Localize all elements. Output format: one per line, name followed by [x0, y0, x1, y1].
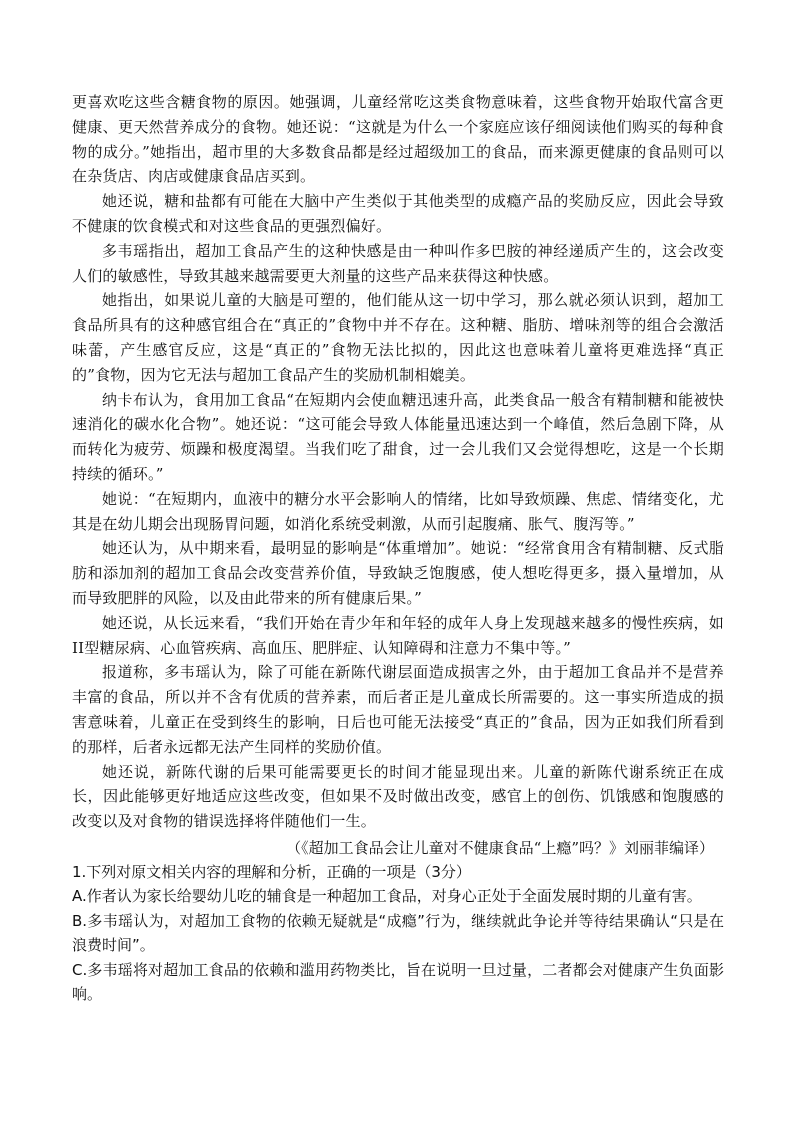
question-option-a[interactable]: A.作者认为家长给婴幼儿吃的辅食是一种超加工食品，对身心正处于全面发展时期的儿童有害。 — [72, 887, 702, 906]
article-paragraph: 更喜欢吃这些含糖食物的原因。她强调，儿童经常吃这类食物意味着，这些食物开始取代富含更健康、更天然营养成分的食物。她还说：“这就是为什么一个家庭应该仔细阅读他们购买的每种食物的成分。”她指出，超市里的大多数食品都是经过超级加工的食品，而来源更健康的食品则可以在杂货店、肉店或健康食品店买到。 — [72, 93, 724, 186]
article-source: （《超加工食品会让儿童对不健康食品“上瘾”吗？》刘丽菲编译） — [286, 838, 714, 857]
article-paragraph: 她还认为，从中期来看，最明显的影响是“体重增加”。她说：“经常食用含有精制糖、反式脂肪和添加剂的超加工食品会改变营养价值，导致缺乏饱腹感，使人想吃得更多，摄入量增加，从而导致肥胖的风险，以及由此带来的所有健康后果。” — [72, 539, 724, 607]
document-page — [72, 90, 724, 1007]
question-stem: 1.下列对原文相关内容的理解和分析，正确的一项是（3分） — [72, 862, 471, 881]
article-paragraph: 纳卡布认为，食用加工食品“在短期内会使血糖迅速升高，此类食品一般含有精制糖和能被快速消化的碳水化合物”。她还说：“这可能会导致人体能量迅速达到一个峰值，然后急剧下降，从而转化为疲劳、烦躁和极度渴望。当我们吃了甜食，过一会儿我们又会觉得想吃，这是一个长期持续的循环。” — [72, 390, 724, 483]
question-option-b[interactable]: B.多韦瑶认为，对超加工食物的依赖无疑就是“成瘾”行为，继续就此争论并等待结果确认“只是在浪费时间”。 — [72, 911, 724, 955]
article-paragraph: 多韦瑶指出，超加工食品产生的这种快感是由一种叫作多巴胺的神经递质产生的，这会改变人们的敏感性，导致其越来越需要更大剂量的这些产品来获得这种快感。 — [72, 241, 724, 285]
article-paragraph: 她说：“在短期内，血液中的糖分水平会影响人的情绪，比如导致烦躁、焦虑、情绪变化，尤其是在幼儿期会出现肠胃问题，如消化系统受刺激，从而引起腹痛、胀气、腹泻等。” — [72, 489, 724, 533]
article-paragraph: 报道称，多韦瑶认为，除了可能在新陈代谢层面造成损害之外，由于超加工食品并不是营养丰富的食品，所以并不含有优质的营养素，而后者正是儿童成长所需要的。这一事实所造成的损害意味着，儿童正在受到终生的影响，日后也可能无法接受“真正的”食品，因为正如我们所看到的那样，后者永远都无法产生同样的奖励价值。 — [72, 663, 724, 756]
article-paragraph: 她指出，如果说儿童的大脑是可塑的，他们能从这一切中学习，那么就必须认识到，超加工食品所具有的这种感官组合在“真正的”食物中并不存在。这种糖、脂肪、增味剂等的组合会激活味蕾，产生感官反应，这是“真正的”食物无法比拟的，因此这也意味着儿童将更难选择“真正的”食物，因为它无法与超加工食品产生的奖励机制相媲美。 — [72, 291, 724, 384]
article-paragraph: 她还说，糖和盐都有可能在大脑中产生类似于其他类型的成瘾产品的奖励反应，因此会导致不健康的饮食模式和对这些食品的更强烈偏好。 — [72, 192, 724, 235]
article-paragraph: 她还说，从长远来看，“我们开始在青少年和年轻的成年人身上发现越来越多的慢性疾病，如II型糖尿病、心血管疾病、高血压、肥胖症、认知障碍和注意力不集中等。” — [72, 613, 724, 657]
article-paragraph: 她还说，新陈代谢的后果可能需要更长的时间才能显现出来。儿童的新陈代谢系统正在成长，因此能够更好地适应这些改变，但如果不及时做出改变，感官上的创伤、饥饿感和饱腹感的改变以及对食物的错误选择将伴随他们一生。 — [72, 762, 724, 831]
question-option-c[interactable]: C.多韦瑶将对超加工食品的依赖和滥用药物类比，旨在说明一旦过量，二者都会对健康产生负面影响。 — [72, 960, 724, 1004]
